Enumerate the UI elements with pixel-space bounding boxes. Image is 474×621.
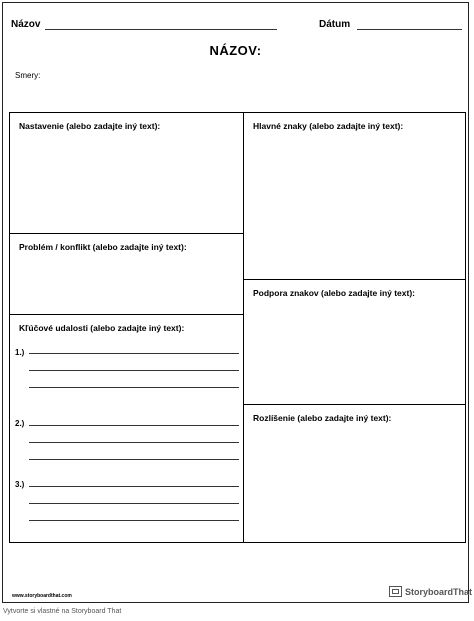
name-label: Názov	[11, 19, 41, 30]
key-events-label: Kľúčové udalosti (alebo zadajte iný text):	[19, 323, 185, 333]
main-characters-box[interactable]	[243, 112, 466, 280]
name-field[interactable]	[45, 29, 277, 30]
problem-box[interactable]	[9, 233, 244, 315]
credit-text: Vytvorte si vlastné na Storyboard That	[3, 608, 122, 615]
page-title: NÁZOV:	[209, 43, 262, 58]
setting-label: Nastavenie (alebo zadajte iný text):	[19, 121, 161, 131]
supporting-characters-label: Podpora znakov (alebo zadajte iný text):	[253, 288, 416, 298]
directions-label: Smery:	[15, 71, 41, 80]
storyboard-icon	[389, 586, 402, 597]
event-line[interactable]	[29, 520, 239, 521]
event-line[interactable]	[29, 486, 239, 487]
date-field[interactable]	[357, 29, 462, 30]
date-label: Dátum	[319, 19, 351, 30]
brand-logo	[389, 586, 472, 597]
supporting-characters-box[interactable]	[243, 279, 466, 405]
worksheet	[2, 2, 473, 603]
event-line[interactable]	[29, 387, 239, 388]
event-number: 3.)	[15, 480, 25, 489]
event-number: 1.)	[15, 348, 25, 357]
event-number: 2.)	[15, 419, 25, 428]
problem-label: Problém / konflikt (alebo zadajte iný text):	[19, 242, 187, 252]
main-characters-label: Hlavné znaky (alebo zadajte iný text):	[253, 121, 404, 131]
event-line[interactable]	[29, 503, 239, 504]
event-line[interactable]	[29, 442, 239, 443]
footer-url: www.storyboardthat.com	[12, 593, 72, 599]
resolution-box[interactable]	[243, 404, 466, 543]
event-line[interactable]	[29, 353, 239, 354]
event-line[interactable]	[29, 459, 239, 460]
event-line[interactable]	[29, 425, 239, 426]
brand-name: StoryboardThat	[405, 586, 473, 597]
event-line[interactable]	[29, 370, 239, 371]
setting-box[interactable]	[9, 112, 244, 234]
key-events-box[interactable]	[9, 314, 244, 543]
resolution-label: Rozlíšenie (alebo zadajte iný text):	[253, 413, 392, 423]
